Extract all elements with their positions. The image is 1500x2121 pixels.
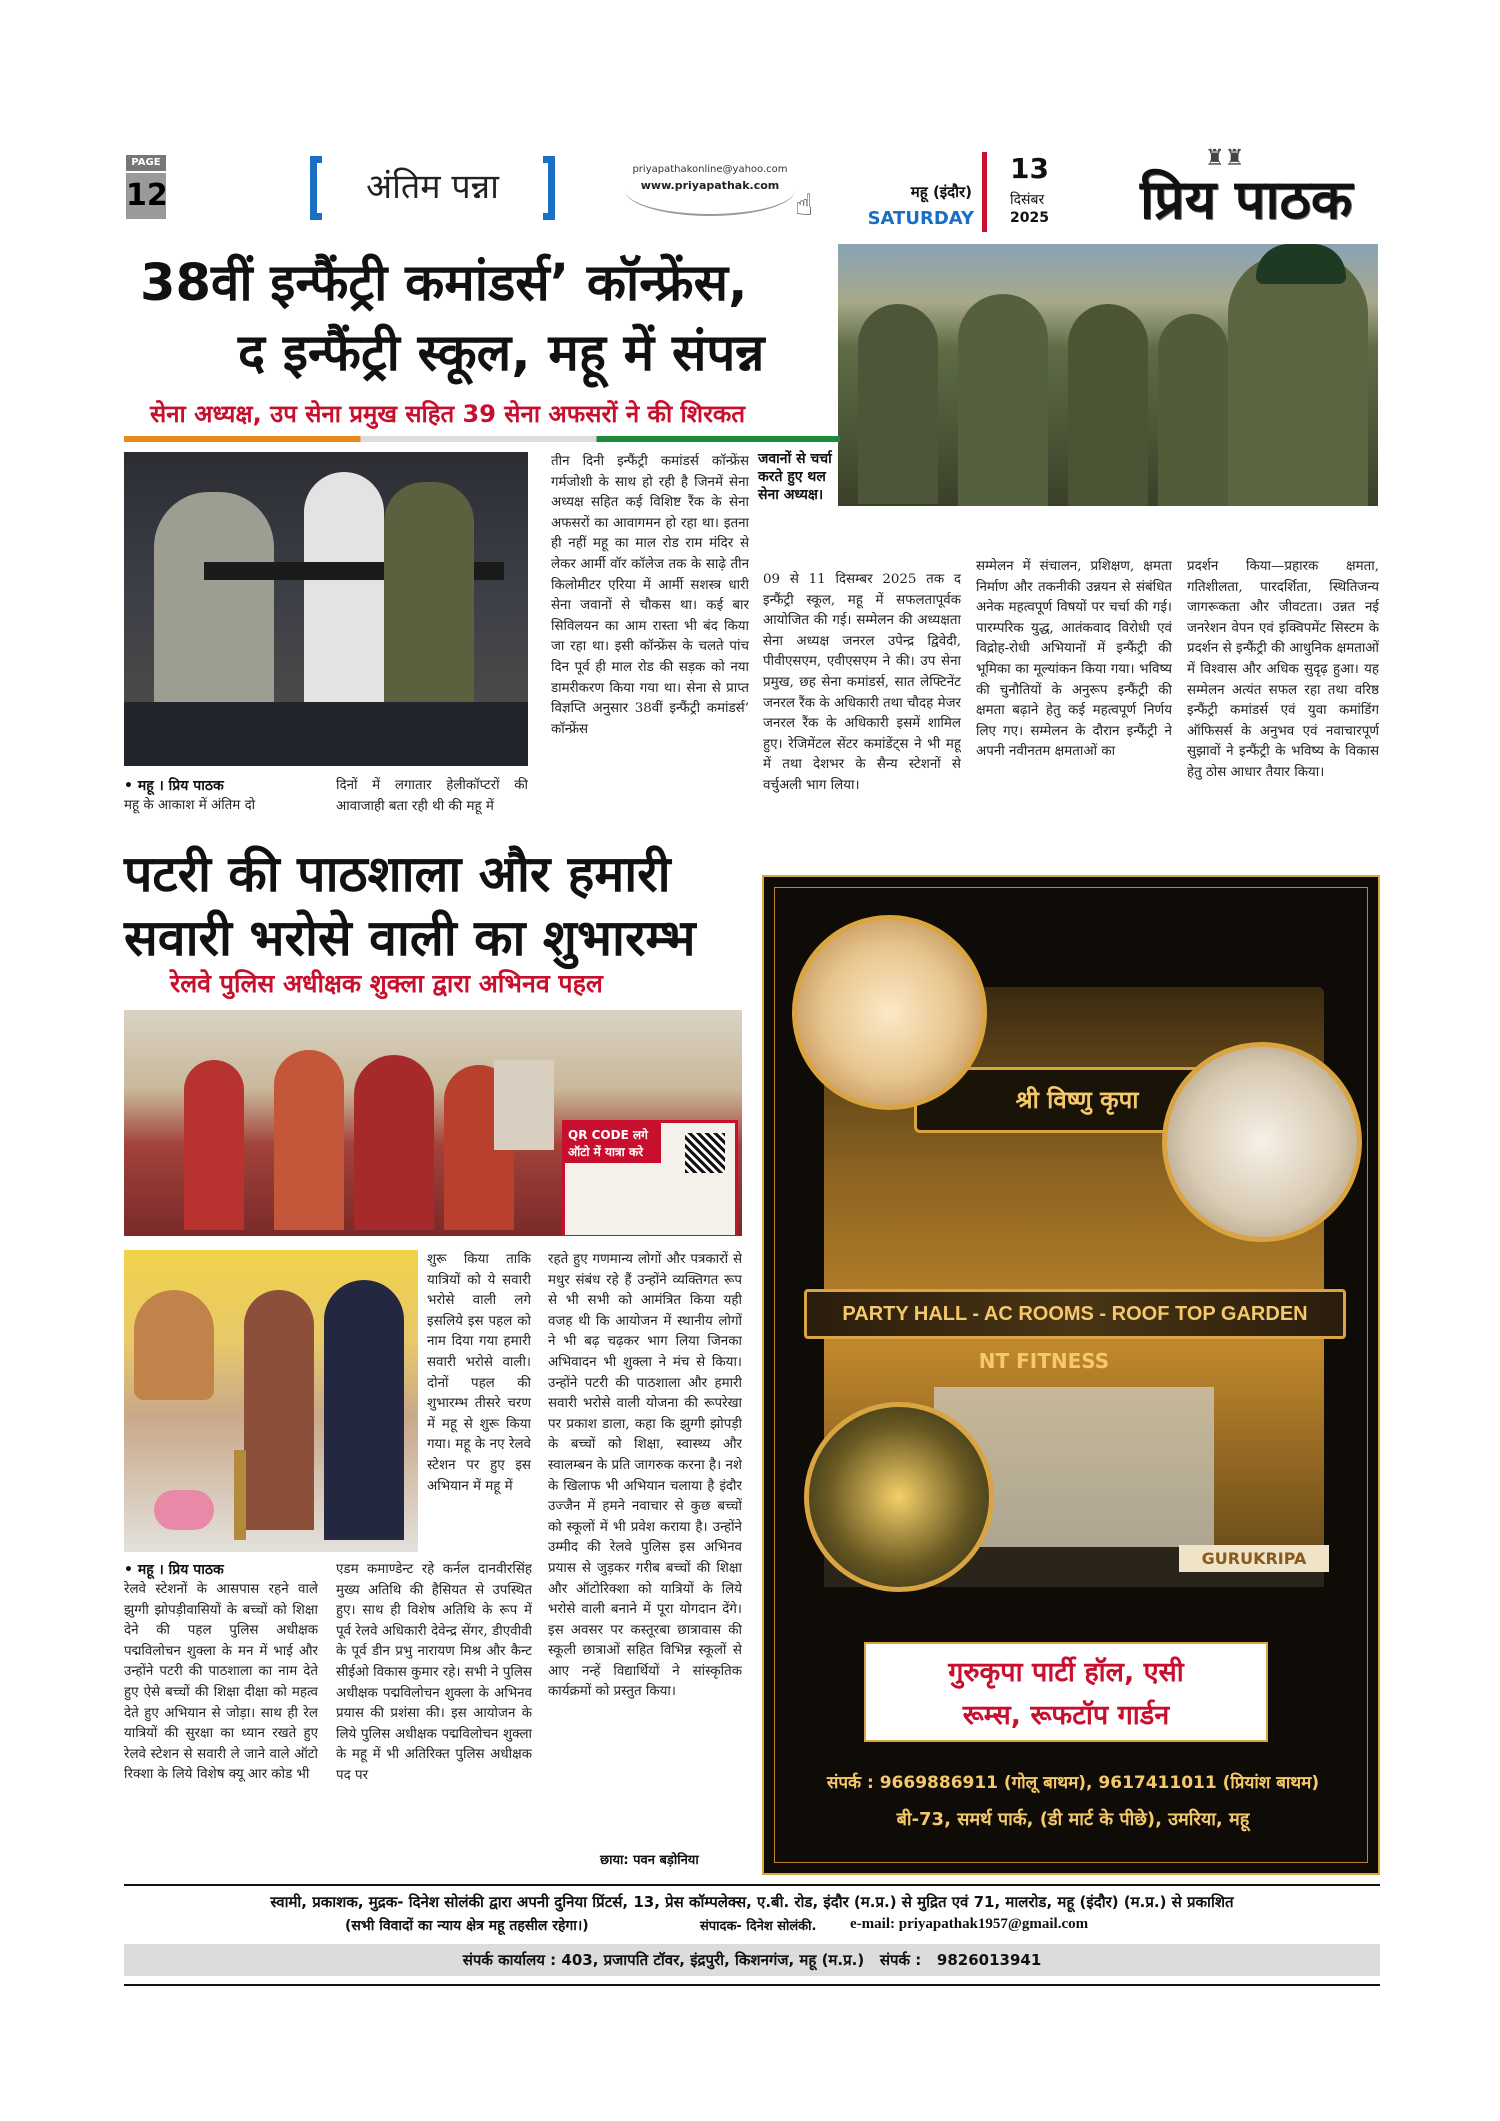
room-circle-photo [1162,1042,1362,1242]
qr-poster [562,1120,738,1236]
lamp-lighting-photo [124,1250,418,1552]
tricolor-rule [124,436,840,442]
garden-circle-photo [804,1402,994,1592]
banquet-circle-photo [792,915,987,1110]
ad-title-line-1: गुरुकृपा पार्टी हॉल, एसी [948,1657,1184,1688]
header-email: priyapathakonline@yahoo.com [632,164,788,175]
weekday: SATURDAY [867,208,974,229]
dateline [867,152,1090,232]
story2-byline: • महू । प्रिय पाठक [124,1562,224,1578]
ad-title-line-2: रूम्स, रूफटॉप गार्डन [962,1700,1170,1731]
story2-subheadline: रेलवे पुलिस अधीक्षक शुक्ला द्वारा अभिनव पहल [170,969,603,998]
story1-column-3: तीन दिनी इन्फैंट्री कमांडर्स कॉन्फ्रेंस गर्मजोशी के साथ हो रही है जिनमें सेना अध्यक्ष सहित कई विशिष्ट रैंक के सेना अफसरों का आवागमन हो रहा था। इतना ही नहीं महू का माल रोड राम मंदिर से लेकर आर्मी वॉर कॉलेज तक के साढ़े तीन किलोमीटर एरिया में आर्मी सशस्त्र धारी सेना जवानों से चौकस था। कई बार सिविलयन का आम रास्ता भी बंद किया जा रहा था। इसी कॉन्फ्रेंस के चलते पांच दिन पूर्व ही माल रोड की सड़क को नया डामरीकरण किया गया था। सेना से प्राप्त विज्ञप्ति अनुसार 38वीं इन्फैंट्री कमांडर्स’ कॉन्फ्रेंस [551,454,749,737]
gym-sign: NT FITNESS [978,1349,1110,1373]
story1-subheadline: सेना अध्यक्ष, उप सेना प्रमुख सहित 39 सेना अफसरों ने की शिरकत [150,400,746,428]
building-sign: श्री विष्णु कृपा [1015,1086,1139,1114]
story2-column-1: रेलवे स्टेशनों के आसपास रहने वाले झुग्गी झोपड़ीवासियों के बच्चों को शिक्षा देने की पहल पुलिस अधीक्षक पद्मविलोचन शुक्ला के मन में भाई और उन्होंने पटरी की पाठशाला का नाम देते हुए ऐसे बच्चों की शिक्षा दीक्षा को महत्व देते हुए अभियान से जोड़ा। साथ ही रेल यात्रियों की सुरक्षा का ध्यान रखते हुए रेलवे स्टेशन से सवारी ले जाने वाले ऑटो रिक्शा के लिये विशेष क्यू आर कोड भी [124,1582,318,1783]
masthead: प्रिय पाठक [1140,168,1353,231]
place-name: महू (इंदौर) [910,183,972,201]
footer-jurisdiction: (सभी विवादों का न्याय क्षेत्र महू तहसील रहेगा।) [345,1918,589,1934]
ad-title-box [864,1642,1268,1742]
contact-oval [625,164,795,216]
footer-email[interactable]: e-mail: priyapathak1957@gmail.com [850,1916,1089,1932]
story1-column-6: प्रदर्शन किया—प्रहारक क्षमता, गतिशीलता, पारदर्शिता, स्थितिजन्य जागरूकता और जीवटता। उन्नत नई जनरेशन वेपन एवं इक्विपमेंट सिस्टम के प्रदर्शन से इन्फैंट्री की आधुनिक क्षमताओं में विश्वास और अधिक सुदृढ़ हुआ। यह सम्मेलन अत्यंत सफल रहा तथा वरिष्ठ इन्फैंट्री कमांडर्स एवं युवा कमांडिंग ऑफिसर्स के अनुभव एवं नवाचारपूर्ण सुझावों ने इन्फैंट्री के भविष्य के विकास हेतु ठोस आधार तैयार किया। [1187,559,1379,780]
page-label: PAGE [126,155,166,171]
footer-imprint: स्वामी, प्रकाशक, मुद्रक- दिनेश सोलंकी द्वारा अपनी दुनिया प्रिंटर्स, 13, प्रेस कॉम्पलेक्स, ए.बी. रोड, इंदौर (म.प्र.) से मुद्रित एवं 71, मालरोड, महू (इंदौर) (म.प्र.) से प्रकाशित [270,1893,1234,1911]
story2-headline-1: पटरी की पाठशाला और हमारी [124,845,671,903]
page-number: 12 [126,173,166,219]
date-month: दिसंबर [1010,192,1045,208]
ad-banner-text: PARTY HALL - AC ROOMS - ROOF TOP GARDEN [842,1303,1308,1325]
story1-column-2: दिनों में लगातार हेलीकॉप्टरों की आवाजाही बता रही थी की महू में [336,778,528,814]
ad-contact: संपर्क : 9669886911 (गोलू बाथम), 9617411011 (प्रियांश बाथम) [826,1773,1320,1793]
footer-office-bar [124,1944,1380,1976]
story1-column-1: महू के आकाश में अंतिम दो [124,798,256,813]
story1-byline: • महू । प्रिय पाठक [124,778,224,794]
story2-headline-2: सवारी भरोसे वाली का शुभारम्भ [124,909,696,967]
gurukripa-advertisement [762,875,1380,1875]
date-day: 13 [1010,152,1049,185]
story1-headline-1: 38वीं इन्फैंट्री कमांडर्स’ कॉन्फ्रेंस, [140,254,748,313]
masthead-ornament-icon: ♜♜ [1205,146,1245,171]
header-website[interactable]: www.priyapathak.com [640,179,780,192]
folk-dance-photo [124,1010,742,1236]
story1-column-5: सम्मेलन में संचालन, प्रशिक्षण, क्षमता निर्माण और तकनीकी उन्नयन से संबंधित अनेक महत्वपूर्ण विषयों पर चर्चा की गई। पारम्परिक युद्ध, आतंकवाद विरोधी एवं विद्रोह-रोधी अभियानों में इन्फैंट्री की भूमिका का मूल्यांकन किया गया। भविष्य की चुनौतियों के अनुरूप इन्फैंट्री की क्षमता बढ़ाने हेतु कई महत्वपूर्ण निर्णय लिए गए। सम्मेलन के दौरान इन्फैंट्री ने अपनी नवीनतम क्षमताओं का [976,559,1172,760]
footer-bottom-rule [124,1984,1380,1986]
weapons-display-photo [124,452,528,766]
photo-credit: छाया: पवन बड़ोनिया [600,1853,699,1868]
story2-column-2a: शुरू किया ताकि यात्रियों को ये सवारी भरोसे वाली लगे इसलिये इस पहल को नाम दिया गया हमारी सवारी भरोसे वाली। दोनों पहल की शुभारम्भ तीसरे चरण में महू से शुरू किया गया। महू के नए रेलवे स्टेशन पर हुए इस अभियान में महू में [427,1252,531,1494]
gurukripa-sign: GURUKRIPA [1179,1545,1329,1572]
ad-banner [804,1289,1346,1339]
section-title: अंतिम पन्ना [366,167,499,207]
section-title-box [310,156,555,220]
qr-code-icon [685,1133,725,1173]
qr-poster-title: QR CODE लगे ऑटो में यात्रा करे [565,1123,661,1163]
story2-column-3: रहते हुए गणमान्य लोगों और पत्रकारों से मधुर संबंध रहे हैं उन्होंने व्यक्तिगत रूप से भी सभी को आमंत्रित किया यही वजह थी कि आयोजन में स्थानीय लोगों ने भी बढ़ चढ़कर भाग लिया जिनका अभिवादन भी शुक्ला ने मंच से किया। उन्होंने पटरी की पाठशाला और हमारी सवारी भरोसे वाली योजना की रूपरेखा पर प्रकाश डाला, कहा कि झुग्गी झोपड़ी के बच्चों को शिक्षा, स्वास्थ्य और स्वालम्बन के प्रति जागरुक करना है। नशे के खिलाफ भी अभियान चलाया है इंदौर उज्जैन में हमने नवाचार से कुछ बच्चों को स्कूलों में भी प्रवेश कराया है। उन्होंने उम्मीद की रेलवे पुलिस इस अभिनव प्रयास से जुड़कर गरीब बच्चों की शिक्षा और ऑटोरिक्शा को यात्रियों के लिये भरोसे वाली बनाने में पूरा योगदान देंगे। इस अवसर पर कस्तूरबा छात्रावास की स्कूली छात्राओं सहित विभिन्न स्कूलों से आए नन्हें विद्यार्थियों ने सांस्कृतिक कार्यक्रमों को प्रस्तुत किया। [548,1252,742,1700]
pointer-hand-icon: ☝ [795,188,814,223]
army-photo [838,244,1378,506]
date-year: 2025 [1010,210,1049,226]
story1-photo-caption: जवानों से चर्चा करते हुए थल सेना अध्यक्ष। [758,451,832,503]
footer-top-rule [124,1884,1380,1886]
story1-column-4: 09 से 11 दिसम्बर 2025 तक द इन्फैंट्री स्कूल, महू में सफलतापूर्वक आयोजित की गई। सम्मेलन की अध्यक्षता सेना अध्यक्ष जनरल उपेन्द्र द्विवेदी, पीवीएसएम, एवीएसएम ने की। उप सेना प्रमुख, छह सेना कमांडर्स, सात लेफ्टिनेंट जनरल रैंक के अधिकारी तथा चौदह मेजर जनरल रैंक के अधिकारी इसमें शामिल हुए। रेजिमेंटल सेंटर कमांडेंट्स ने भी महू में तथा देशभर के सैन्य स्टेशनों से वर्चुअली भाग लिया। [763,572,961,793]
ad-address: बी-73, समर्थ पार्क, (डी मार्ट के पीछे), उमरिया, महू [896,1809,1250,1830]
story2-column-2b: एडम कमाण्डेन्ट रहे कर्नल दानवीरसिंह मुख्य अतिथि की हैसियत से उपस्थित हुए। साथ ही विशेष अतिथि के रूप में पूर्व रेलवे अधिकारी देवेन्द्र सेंगर, डीएवीवी के पूर्व डीन प्रभु नारायण मिश्र और कैन्ट सीईओ विकास कुमार रहे। सभी ने पुलिस अधीक्षक पद्मविलोचन शुक्ला के अभिनव प्रयास की प्रशंसा की। इस आयोजन के लिये पुलिस अधीक्षक पद्मविलोचन शुक्ला के महू में भी अतिरिक्त पुलिस अधीक्षक पद पर [336,1562,532,1783]
footer-editor: संपादक- दिनेश सोलंकी. [700,1919,817,1934]
story1-headline-2: द इन्फैंट्री स्कूल, महू में संपन्न [238,324,765,383]
footer-office: संपर्क कार्यालय : 403, प्रजापति टॉवर, इंद्रपुरी, किशनगंज, महू (म.प्र.) संपर्क : 9826013941 [462,1951,1042,1969]
page-badge [126,155,166,221]
